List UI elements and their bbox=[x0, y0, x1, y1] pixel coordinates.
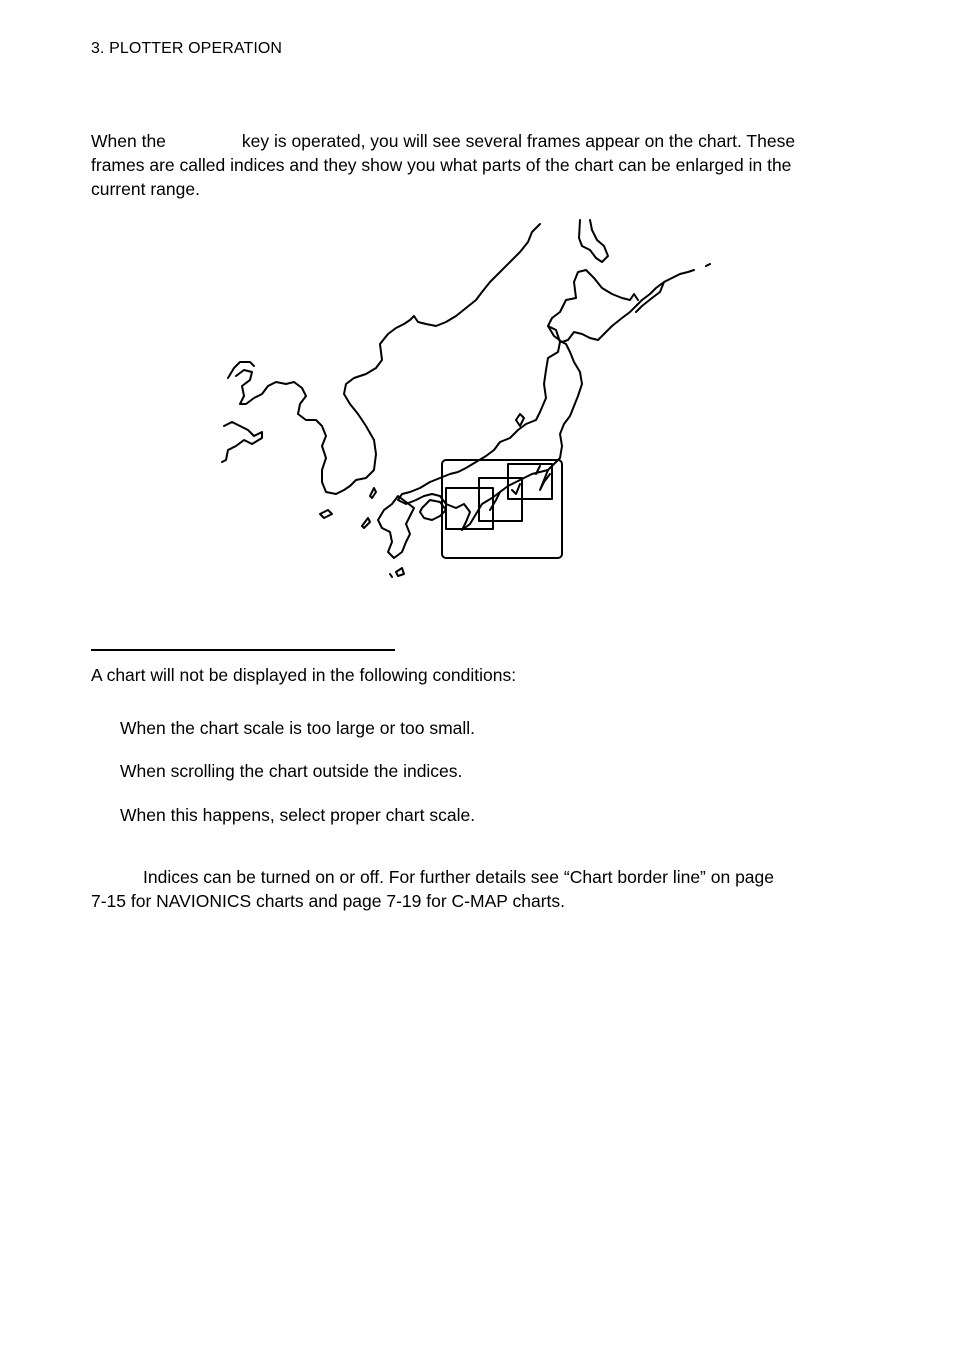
section-divider bbox=[91, 649, 395, 651]
island-south-2 bbox=[390, 574, 392, 577]
note-text-1: Indices can be turned on or off. For further details see “Chart border line” on page bbox=[143, 867, 775, 887]
island-jeju bbox=[320, 510, 332, 518]
intro-line-2: frames are called indices and they show you what parts of the chart can be enlarged in the bbox=[91, 155, 792, 175]
chart-indices-map bbox=[210, 210, 730, 590]
intro-line-1 bbox=[91, 129, 851, 153]
intro-line-3: current range. bbox=[91, 179, 200, 199]
island-west-1 bbox=[362, 518, 370, 528]
index-frame-large bbox=[442, 460, 562, 558]
hokkaido-coastline bbox=[548, 220, 710, 342]
note-line-2: 7-15 for NAVIONICS charts and page 7-19 for C-MAP charts. bbox=[91, 891, 565, 911]
intro-text-b: key is operated, you will see several frames appear on the chart. These bbox=[241, 131, 796, 151]
page-header: 3. PLOTTER OPERATION bbox=[91, 40, 283, 57]
condition-item: When scrolling the chart outside the indices. bbox=[120, 761, 463, 781]
island-south-1 bbox=[396, 568, 404, 576]
kyushu-coastline bbox=[378, 496, 414, 558]
index-frame-small-1 bbox=[446, 488, 493, 529]
note-paragraph bbox=[91, 865, 851, 913]
condition-item: When the chart scale is too large or too small. bbox=[120, 718, 476, 738]
intro-paragraph bbox=[91, 129, 851, 201]
korea-mainland-coastline bbox=[222, 224, 540, 494]
note-line-1 bbox=[91, 865, 851, 889]
honshu-coastline bbox=[398, 326, 582, 530]
intro-text-a: When the bbox=[91, 131, 166, 151]
island-sado bbox=[516, 414, 524, 426]
island-tsushima bbox=[370, 488, 376, 498]
conditions-intro: A chart will not be displayed in the following conditions: bbox=[91, 665, 517, 685]
condition-item: When this happens, select proper chart scale. bbox=[120, 805, 476, 825]
